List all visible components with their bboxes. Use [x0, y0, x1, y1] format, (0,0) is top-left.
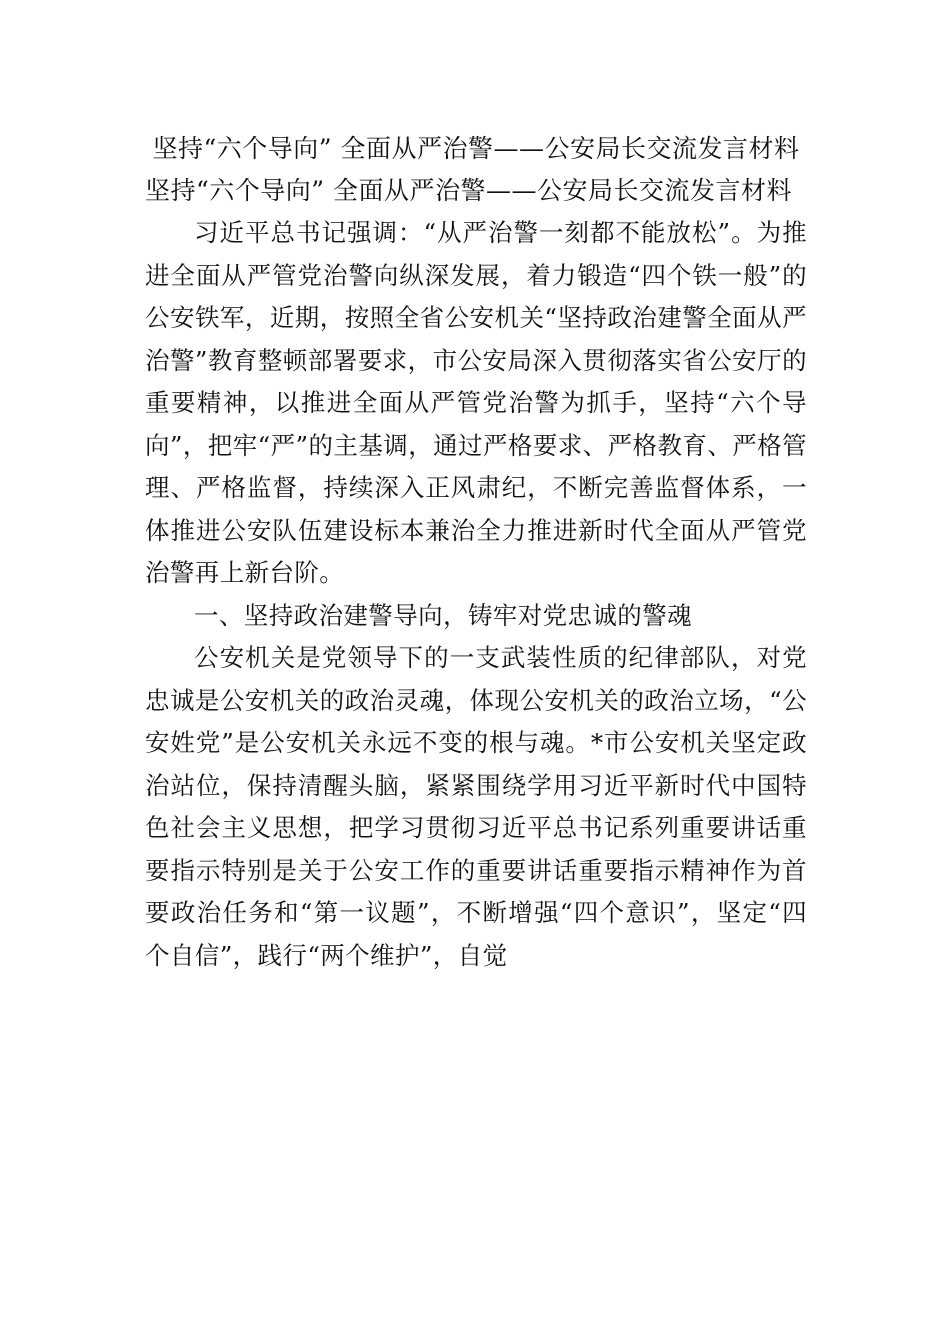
- section-heading: 一、坚持政治建警导向，铸牢对党忠诚的警魂: [194, 600, 692, 630]
- document-title: 坚持“六个导向” 全面从严治警——公安局长交流发言材料: [152, 134, 800, 163]
- intro-paragraph: 习近平总书记强调：“从严治警一刻都不能放松”。为推进全面从严管党治警向纵深发展，着力锻造“四个铁一般”的公安铁军，近期，按照全省公安机关“坚持政治建警全面从严治警”教育整顿部署要求，市公安局深入贯彻落实省公安厅的重要精神，以推进全面从严管党治警为抓手，坚持“六个导向”，把牢“严”的主基调，通过严格要求、严格教育、严格管理、严格监督，持续深入正风肃纪，不断完善监督体系，一体推进公安队伍建设标本兼治全力推进新时代全面从严管党治警再上新台阶。: [145, 218, 807, 587]
- document-subtitle: 坚持“六个导向” 全面从严治警——公安局长交流发言材料: [145, 176, 793, 205]
- document-body: [145, 128, 807, 977]
- section-paragraph: 公安机关是党领导下的一支武装性质的纪律部队，对党忠诚是公安机关的政治灵魂，体现公安机关的政治立场，“公安姓党”是公安机关永远不变的根与魂。*市公安机关坚定政治站位，保持清醒头脑，紧紧围绕学用习近平新时代中国特色社会主义思想，把学习贯彻习近平总书记系列重要讲话重要指示特别是关于公安工作的重要讲话重要指示精神作为首要政治任务和“第一议题”，不断增强“四个意识”，坚定“四个自信”，践行“两个维护”，自觉: [145, 643, 807, 970]
